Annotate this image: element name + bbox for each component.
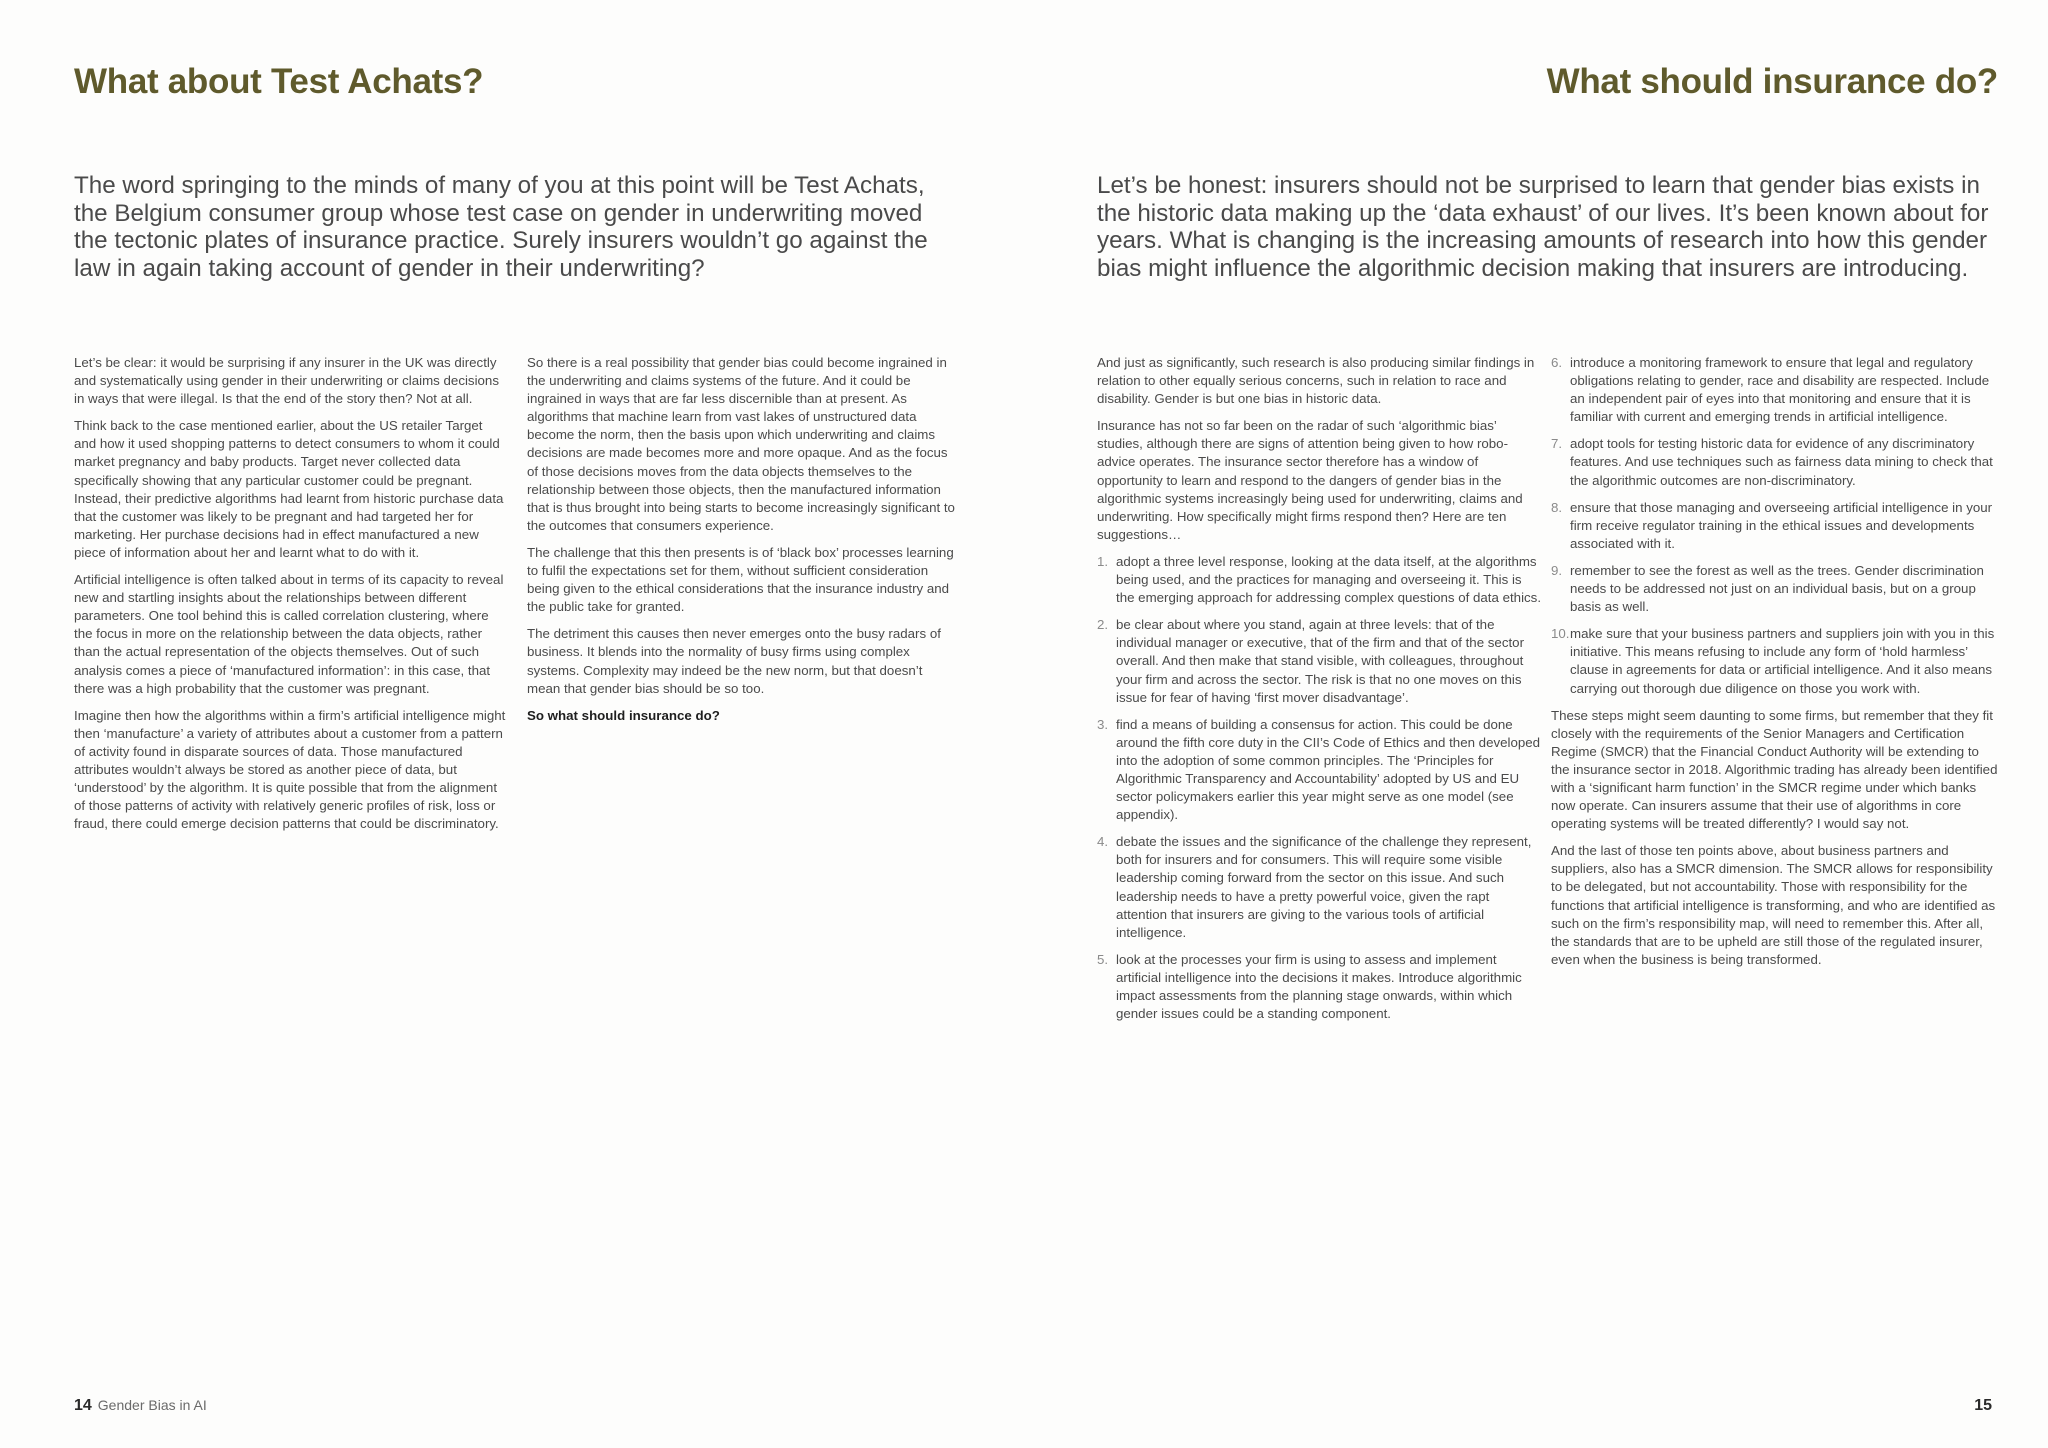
body-paragraph: These steps might seem daunting to some firms, but remember that they fit closely with the requirements of the Senior Managers and Certification Regime (SMCR) that the Financial Conduct Authority will be extending to the insurance sector in 2018. Algorithmic trading has already been identified with a ‘significant harm function’ in the SMCR regime under which banks now operate. Can insurers assume that their use of algorithms in core operating systems will be treated differently? I would say not. bbox=[1551, 707, 1998, 832]
body-paragraph: So there is a real possibility that gender bias could become ingrained in the underwriting and claims systems of the future. And it could be ingrained in ways that are far less discernible than at present. As algorithms that machine learn from vast lakes of unstructured data become the norm, then the basis upon which underwriting and claims decisions are made becomes more and more opaque. And as the focus of those decisions moves from the data objects themselves to the relationship between those objects, then the manufactured information that is thus brought into being starts to become increasingly significant to the outcomes that consumers experience. bbox=[527, 355, 955, 533]
body-paragraph: Artificial intelligence is often talked about in terms of its capacity to reveal new and startling insights about the relationships between different parameters. One tool behind this is called correlation clustering, where the focus in more on the relationship between the data objects, rather than the actual representation of the objects themselves. Out of such analysis comes a piece of ‘manufactured information’: in this case, that there was a high probability that the customer was pregnant. bbox=[74, 572, 504, 696]
body-paragraph: The challenge that this then presents is of ‘black box’ processes learning to fulfil the expectations set for them, without sufficient consideration being given to the ethical considerations that the insurance industry and the public take for granted. bbox=[527, 544, 954, 615]
list-item bbox=[1097, 833, 1543, 942]
suggestions-list bbox=[1097, 553, 1543, 1023]
list-number: 6. bbox=[1551, 355, 1563, 370]
page-number: 15 bbox=[1974, 1397, 1992, 1414]
body-paragraph: And just as significantly, such research is also producing similar findings in relation to other equally serious concerns, such in relation to race and disability. Gender is but one bias in historic data. bbox=[1097, 355, 1535, 407]
list-number: 10. bbox=[1551, 626, 1570, 642]
list-text: find a means of building a consensus for action. This could be done around the fifth core duty in the CII’s Code of Ethics and then developed into the adoption of some common principles. The ‘Principles for Algorithmic Transparency and Accountability’ adopted by US and EU sector policymakers earlier this year might serve as one model (see appendix). bbox=[1116, 716, 1541, 823]
list-number: 4. bbox=[1097, 834, 1109, 850]
list-item bbox=[1551, 562, 2001, 616]
body-paragraph: Insurance has not so far been on the radar of such ‘algorithmic bias’ studies, although there are signs of attention being given to how robo-advice operates. The insurance sector therefore has a window of opportunity to learn and respond to the dangers of gender bias in the algorithmic systems increasingly being used for underwriting, claims and underwriting. How specifically might firms respond then? Here are ten suggestions… bbox=[1097, 418, 1523, 542]
list-number: 9. bbox=[1551, 562, 1563, 578]
suggestions-list-continued bbox=[1551, 354, 2001, 698]
page-number: 14 bbox=[74, 1397, 92, 1414]
list-item bbox=[1551, 435, 2001, 489]
page-footer bbox=[74, 1397, 207, 1415]
list-text: introduce a monitoring framework to ensure that legal and regulatory obligations relating to gender, race and disability are respected. Include an independent pair of eyes into that monitoring and ensure that it is familiar with current and emerging trends in artificial intelligence. bbox=[1570, 355, 1990, 425]
list-text: ensure that those managing and overseeing artificial intelligence in your firm receive regulator training in the ethical issues and developments associated with it. bbox=[1570, 499, 1993, 551]
list-text: adopt a three level response, looking at the data itself, at the algorithms being used, and the practices for managing and overseeing it. This is the emerging approach for addressing complex questions of data ethics. bbox=[1116, 553, 1542, 606]
page-heading: What should insurance do? bbox=[1546, 62, 1998, 101]
text-column-2 bbox=[1551, 354, 2001, 978]
list-text: remember to see the forest as well as the trees. Gender discrimination needs to be addressed not just on an individual basis, but on a group basis as well. bbox=[1570, 562, 1984, 615]
body-paragraph: And the last of those ten points above, about business partners and suppliers, also has a SMCR dimension. The SMCR allows for responsibility to be delegated, but not accountability. Those with responsibility for the functions that artificial intelligence is transforming, and who are identified as such on the firm’s responsibility map, will need to remember this. After all, the standards that are to be upheld are still those of the regulated insurer, even when the business is being transformed. bbox=[1551, 843, 1996, 967]
text-column-1 bbox=[1097, 354, 1543, 1032]
publication-title: Gender Bias in AI bbox=[97, 1397, 207, 1413]
list-text: look at the processes your firm is using to assess and implement artificial intelligence into the decisions it makes. Introduce algorithmic impact assessments from the planning stage onwards, within which gender issues could be a standing component. bbox=[1116, 951, 1522, 1022]
bold-callout: So what should insurance do? bbox=[527, 707, 720, 723]
text-column-1 bbox=[74, 354, 506, 842]
body-paragraph: The detriment this causes then never emerges onto the busy radars of business. It blends into the normality of busy firms using complex systems. Complexity may indeed be the new norm, but that doesn’t mean that gender bias should be so too. bbox=[527, 626, 941, 696]
list-text: adopt tools for testing historic data for evidence of any discriminatory features. And use techniques such as fairness data mining to check that the algorithmic outcomes are non-discriminatory. bbox=[1570, 436, 1993, 488]
list-item bbox=[1097, 951, 1543, 1023]
list-item bbox=[1097, 553, 1543, 607]
list-number: 3. bbox=[1097, 716, 1109, 732]
page-heading: What about Test Achats? bbox=[74, 62, 484, 101]
list-number: 1. bbox=[1097, 553, 1109, 569]
list-text: debate the issues and the significance of the challenge they represent, both for insurers and for consumers. This will require some visible leadership coming forward from the sector on this issue. And such leadership needs to have a pretty powerful voice, given the rapt attention that insurers are giving to the various tools of artificial intelligence. bbox=[1116, 834, 1532, 940]
intro-paragraph: Let’s be honest: insurers should not be surprised to learn that gender bias exists in the historic data making up the ‘data exhaust’ of our lives. It’s been known about for years. What is changing is the increasing amounts of research into how this gender bias might influence the algorithmic decision making that insurers are introducing. bbox=[1097, 172, 1989, 282]
list-number: 8. bbox=[1551, 499, 1563, 515]
list-item bbox=[1551, 354, 2001, 426]
list-text: be clear about where you stand, again at three levels: that of the individual manager or executive, that of the firm and that of the sector overall. And then make that stand visible, with colleagues, throughout your firm and across the sector. The risk is that no one moves on this issue for fear of having ‘first mover disadvantage’. bbox=[1116, 617, 1524, 705]
list-item bbox=[1551, 625, 2001, 697]
right-page bbox=[1024, 0, 2048, 1448]
page-footer bbox=[1974, 1397, 1998, 1415]
body-paragraph: Imagine then how the algorithms within a firm’s artificial intelligence might then ‘manufacture’ a variety of attributes about a customer from a pattern of activity found in disparate sources of data. Those manufactured attributes wouldn’t always be stored as another piece of data, but ‘understood’ by the algorithm. It is quite possible that from the alignment of those patterns of activity with relatively generic profiles of risk, loss or fraud, there could emerge decision patterns that could be discriminatory. bbox=[74, 707, 506, 832]
list-number: 7. bbox=[1551, 436, 1563, 452]
list-item bbox=[1097, 616, 1543, 706]
text-column-2 bbox=[527, 354, 959, 734]
list-number: 2. bbox=[1097, 617, 1109, 633]
list-item bbox=[1097, 716, 1543, 825]
list-item bbox=[1551, 499, 2001, 553]
list-text: make sure that your business partners and suppliers join with you in this initiative. This means refusing to include any form of ‘hold harmless’ clause in agreements for data or artificial intelligence. And it also means carrying out thorough due diligence on those you work with. bbox=[1570, 626, 1995, 696]
body-paragraph: Think back to the case mentioned earlier, about the US retailer Target and how it used shopping patterns to detect consumers to whom it could market pregnancy and baby products. Target never collected data specifically showing that any particular customer could be pregnant. Instead, their predictive algorithms had learnt from historic purchase data that the customer was likely to be pregnant and had targeted her for marketing. Her purchase decisions had in effect manufactured a new piece of information about her and learnt what to do with it. bbox=[74, 418, 504, 560]
body-paragraph: Let’s be clear: it would be surprising if any insurer in the UK was directly and systematically using gender in their underwriting or claims decisions in ways that were illegal. Is that the end of the story then? Not at all. bbox=[74, 355, 499, 407]
intro-paragraph: The word springing to the minds of many of you at this point will be Test Achats, the Belgium consumer group whose test case on gender in underwriting moved the tectonic plates of insurance practice. Surely insurers wouldn’t go against the law in again taking account of gender in their underwriting? bbox=[74, 172, 928, 282]
list-number: 5. bbox=[1097, 951, 1109, 967]
